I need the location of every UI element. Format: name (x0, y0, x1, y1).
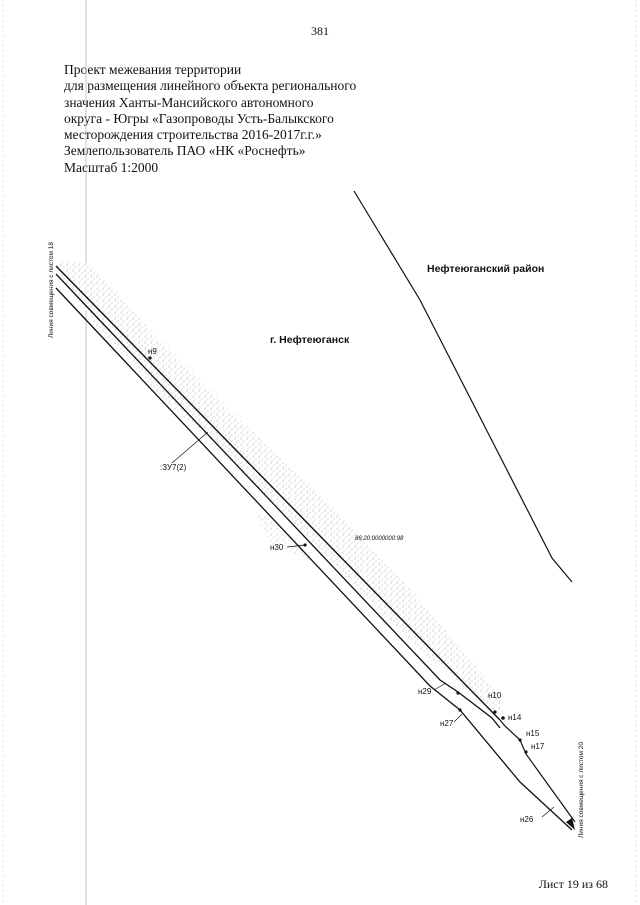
point-n9-label: н9 (148, 347, 157, 356)
sheet-number: Лист 19 из 68 (538, 877, 608, 891)
title-line: для размещения линейного объекта регионального (64, 78, 357, 94)
point-n29-marker (456, 691, 459, 694)
page-number: 381 (311, 24, 329, 38)
scale-line: Масштаб 1:2000 (64, 159, 159, 175)
point-n27-marker (458, 708, 461, 711)
title-line: месторождения строительства 2016-2017г.г.» (64, 127, 322, 143)
junction-line-label-right: Линия совмещения с листом 20 (578, 741, 585, 838)
point-n30-label: н30 (270, 543, 284, 552)
point-n14-marker (501, 716, 505, 720)
point-n14-label: н14 (508, 713, 522, 722)
point-n17-marker (524, 750, 527, 753)
point-n10-marker (493, 710, 496, 713)
parcel-leader-line (172, 432, 208, 463)
corridor-line-lower-boundary (56, 288, 572, 830)
point-n27-label: н27 (440, 719, 454, 728)
point-n15-marker (518, 738, 521, 741)
n27-leader-line (454, 714, 462, 722)
parcel-label: :ЗУ7(2) (160, 463, 187, 472)
point-n9-marker (148, 356, 151, 359)
n29-leader-line (434, 683, 446, 690)
point-n15-label: н15 (526, 729, 540, 738)
title-line: Землепользователь ПАО «НК «Роснефть» (64, 143, 306, 159)
district-boundary-line (354, 191, 572, 582)
title-line: значения Ханты-Мансийского автономного (64, 94, 314, 110)
title-line: округа - Югры «Газопроводы Усть-Балыкского (64, 110, 334, 126)
point-n17-label: н17 (531, 742, 545, 751)
point-n26-marker (568, 820, 571, 823)
city-label: г. Нефтеюганск (270, 334, 350, 346)
junction-line-label-left: Линия совмещения с листом 18 (48, 241, 55, 338)
point-n29-label: н29 (418, 687, 432, 696)
cadastral-number-label: 86:20:0000000:98 (355, 536, 404, 542)
district-label: Нефтеюганский район (427, 263, 545, 275)
point-n26-label: н26 (520, 815, 534, 824)
point-n10-label: н10 (488, 691, 502, 700)
existing-parcel-area (58, 262, 505, 712)
title-line: Проект межевания территории (64, 62, 242, 77)
